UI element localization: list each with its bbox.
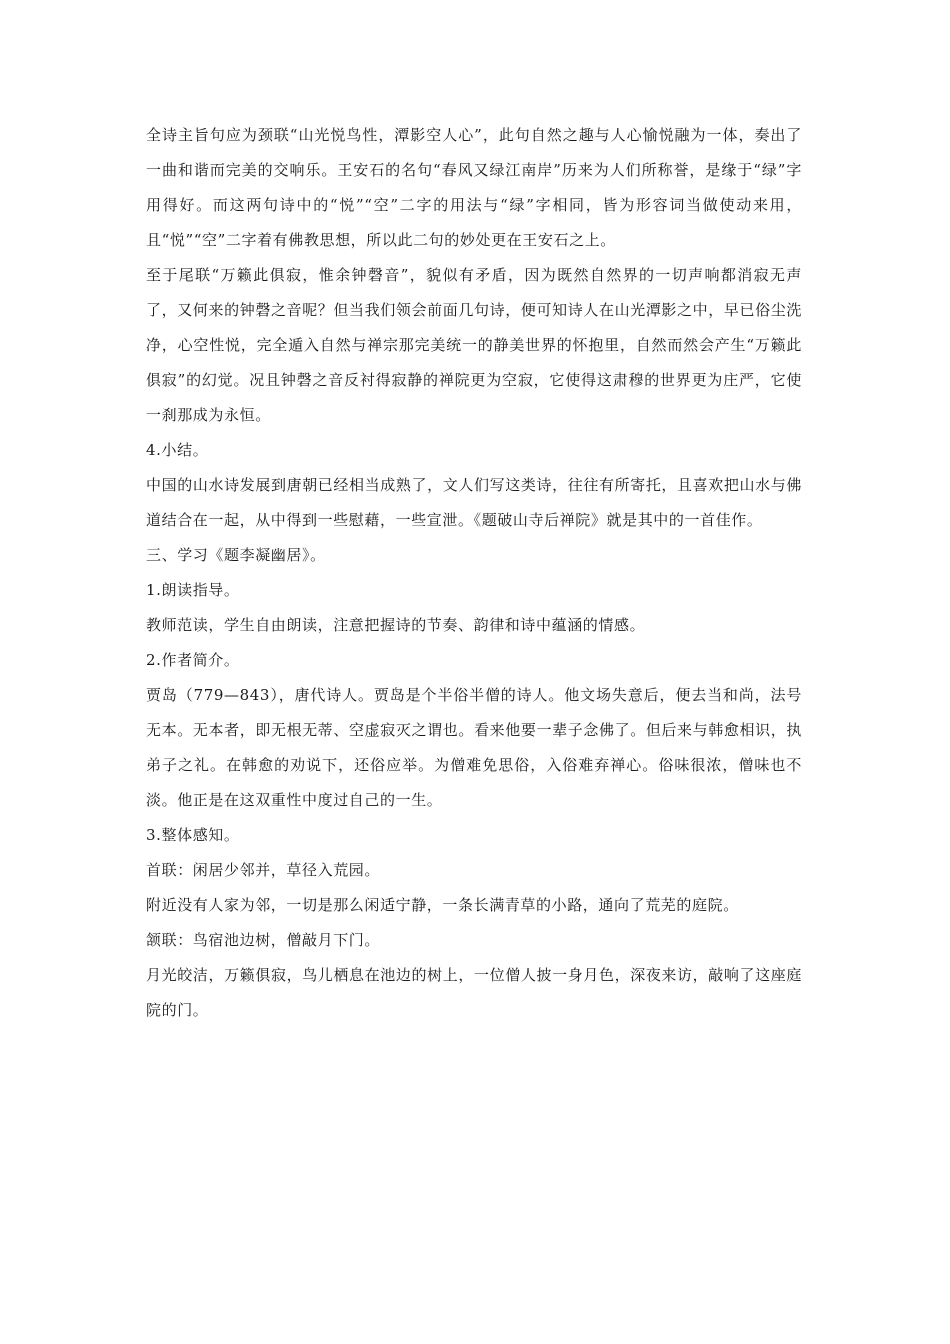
- paragraph-summary: 中国的山水诗发展到唐朝已经相当成熟了，文人们写这类诗，往往有所寄托，且喜欢把山水与佛道结合在一起，从中得到一些慰藉，一些宣泄。《题破山寺后禅院》就是其中的一首佳作。: [146, 476, 802, 529]
- heading-overall-perception: 3.整体感知。: [146, 826, 240, 844]
- document-page: [146, 118, 802, 1028]
- couplet-first-explanation: 附近没有人家为邻，一切是那么闲适宁静，一条长满青草的小路，通向了荒芜的庭院。: [146, 896, 739, 914]
- couplet-second-explanation: 月光皎洁，万籁俱寂，鸟儿栖息在池边的树上，一位僧人披一身月色，深夜来访，敲响了这座庭院的门。: [146, 966, 802, 1019]
- couplet-first: 首联：闲居少邻并，草径入荒园。: [146, 861, 381, 879]
- paragraph-author-intro: 贾岛（779—843），唐代诗人。贾岛是个半俗半僧的诗人。他文场失意后，便去当和尚，法号无本。无本者，即无根无蒂、空虚寂灭之谓也。看来他要一辈子念佛了。但后来与韩愈相识，执弟子之礼。在韩愈的劝说下，还俗应举。为僧难免思俗，入俗难弃禅心。俗味很浓，僧味也不淡。他正是在这双重性中度过自己的一生。: [146, 686, 802, 809]
- heading-reading-guide: 1.朗读指导。: [146, 581, 240, 599]
- couplet-second: 颔联：鸟宿池边树，僧敲月下门。: [146, 931, 381, 949]
- section-heading-three: 三、学习《题李凝幽居》。: [146, 546, 326, 564]
- heading-summary: 4.小结。: [146, 441, 209, 459]
- paragraph-final-couplet: 至于尾联“万籁此俱寂，惟余钟磬音”，貌似有矛盾，因为既然自然界的一切声响都消寂无声了，又何来的钟磬之音呢？但当我们领会前面几句诗，便可知诗人在山光潭影之中，早已俗尘洗净，心空性悦，完全遁入自然与禅宗那完美统一的静美世界的怀抱里，自然而然会产生“万籁此俱寂”的幻觉。况且钟磬之音反衬得寂静的禅院更为空寂，它使得这肃穆的世界更为庄严，它使一刹那成为永恒。: [146, 266, 802, 424]
- paragraph-theme-analysis: 全诗主旨句应为颈联“山光悦鸟性，潭影空人心”，此句自然之趣与人心愉悦融为一体，奏出了一曲和谐而完美的交响乐。王安石的名句“春风又绿江南岸”历来为人们所称誉，是缘于“绿”字用得好。而这两句诗中的“悦”“空”二字的用法与“绿”字相同，皆为形容词当做使动来用，且“悦”“空”二字着有佛教思想，所以此二句的妙处更在王安石之上。: [146, 126, 802, 249]
- paragraph-reading-guide: 教师范读，学生自由朗读，注意把握诗的节奏、韵律和诗中蕴涵的情感。: [146, 616, 646, 634]
- heading-author-intro: 2.作者简介。: [146, 651, 240, 669]
